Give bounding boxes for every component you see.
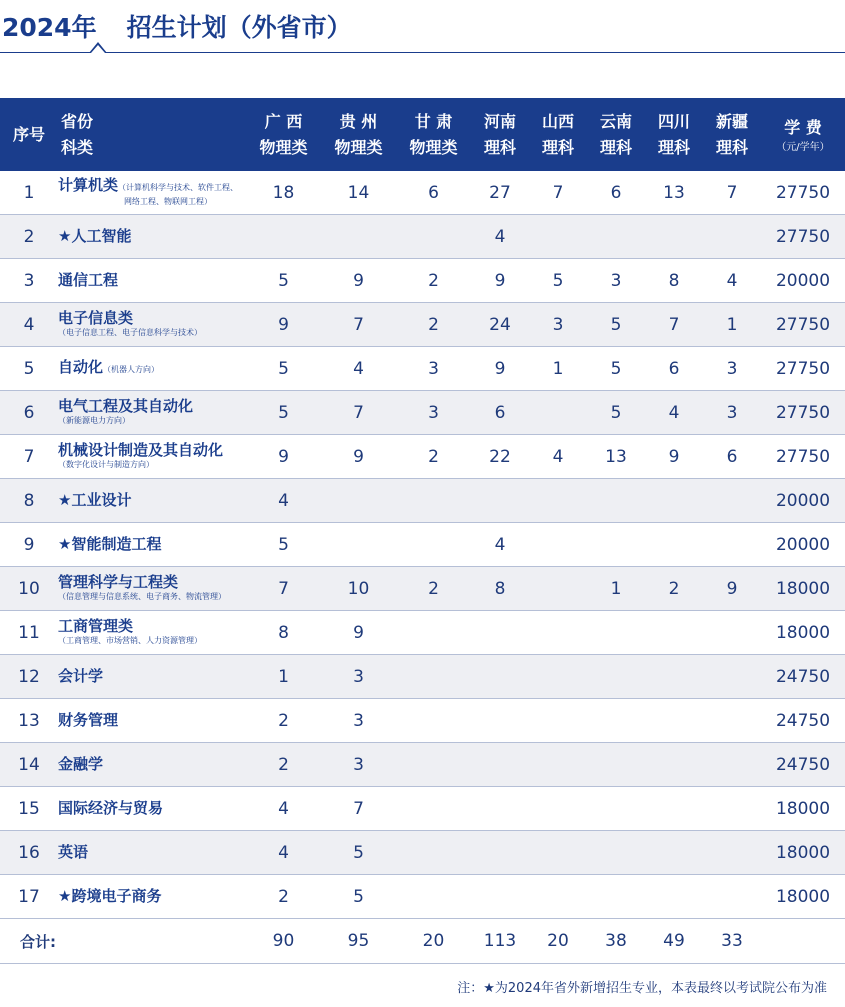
tuition-cell: 24750 [761, 699, 845, 743]
column-header-line2: （元/学年） [776, 141, 830, 153]
major-detail: （数字化设计与制造方向） [58, 460, 154, 469]
quota-cell [471, 699, 529, 743]
quota-cell [703, 611, 761, 655]
total-cell: 113 [471, 919, 529, 964]
quota-cell [471, 655, 529, 699]
quota-cell [645, 523, 703, 567]
quota-cell: 7 [321, 391, 396, 435]
major-name: 计算机类 [58, 176, 119, 194]
column-header [321, 98, 396, 171]
quota-cell: 22 [471, 435, 529, 479]
quota-cell: 4 [246, 787, 321, 831]
table-row [0, 831, 845, 875]
major-name: 管理科学与工程类 [58, 573, 179, 591]
quota-cell: 8 [246, 611, 321, 655]
major-name: 金融学 [58, 755, 104, 773]
column-header-line2: 理科 [599, 137, 632, 157]
tuition-cell: 18000 [761, 611, 845, 655]
quota-cell: 5 [246, 523, 321, 567]
quota-cell: 3 [321, 743, 396, 787]
quota-cell [703, 831, 761, 875]
quota-cell: 2 [396, 435, 471, 479]
row-number: 15 [0, 787, 58, 831]
quota-cell [645, 743, 703, 787]
tuition-cell: 27750 [761, 303, 845, 347]
table-row [0, 171, 845, 215]
quota-cell [321, 523, 396, 567]
quota-cell: 13 [587, 435, 645, 479]
quota-cell: 5 [529, 259, 587, 303]
quota-cell: 3 [587, 259, 645, 303]
quota-cell [396, 831, 471, 875]
column-header-line1: 序号 [12, 124, 45, 144]
tuition-cell: 27750 [761, 347, 845, 391]
row-number: 2 [0, 215, 58, 259]
quota-cell: 3 [396, 347, 471, 391]
quota-cell: 2 [246, 875, 321, 919]
major-name-cell [58, 523, 246, 567]
column-header-line1: 甘 肃 [414, 111, 453, 131]
quota-cell: 1 [529, 347, 587, 391]
tuition-cell: 24750 [761, 655, 845, 699]
quota-cell: 5 [321, 875, 396, 919]
quota-cell: 4 [471, 215, 529, 259]
quota-cell [246, 215, 321, 259]
total-row [0, 919, 845, 964]
column-header-line1: 贵 州 [339, 111, 378, 131]
quota-cell [321, 215, 396, 259]
quota-cell [645, 787, 703, 831]
quota-cell [529, 523, 587, 567]
quota-cell: 2 [396, 259, 471, 303]
table-row [0, 611, 845, 655]
quota-cell [703, 479, 761, 523]
column-header-line2: 科类 [61, 137, 94, 157]
table-row [0, 699, 845, 743]
column-header [761, 98, 845, 171]
quota-cell [529, 567, 587, 611]
quota-cell [396, 611, 471, 655]
quota-cell: 2 [396, 567, 471, 611]
quota-cell: 1 [587, 567, 645, 611]
quota-cell: 6 [645, 347, 703, 391]
quota-cell [471, 875, 529, 919]
quota-cell: 6 [703, 435, 761, 479]
quota-cell: 4 [471, 523, 529, 567]
major-name-cell [58, 699, 246, 743]
tuition-cell: 20000 [761, 523, 845, 567]
column-header [396, 98, 471, 171]
tuition-cell: 27750 [761, 215, 845, 259]
table-row [0, 567, 845, 611]
major-name: ★人工智能 [58, 227, 132, 245]
table-row [0, 215, 845, 259]
column-header [529, 98, 587, 171]
major-name: 自动化 [58, 358, 104, 376]
quota-cell [703, 215, 761, 259]
column-header-line2: 理科 [715, 137, 748, 157]
enrollment-plan-table [0, 98, 845, 964]
column-header-line2: 物理类 [409, 137, 458, 157]
major-name: 工商管理类 [58, 617, 134, 635]
quota-cell: 9 [471, 259, 529, 303]
quota-cell [703, 655, 761, 699]
table-row [0, 435, 845, 479]
quota-cell: 3 [321, 699, 396, 743]
table-header-row [0, 98, 845, 171]
table-row [0, 743, 845, 787]
quota-cell: 9 [645, 435, 703, 479]
quota-cell: 1 [246, 655, 321, 699]
quota-cell: 9 [321, 435, 396, 479]
quota-cell [471, 743, 529, 787]
major-name-cell [58, 479, 246, 523]
column-header [703, 98, 761, 171]
quota-cell [529, 611, 587, 655]
major-name-cell [58, 611, 246, 655]
row-number: 11 [0, 611, 58, 655]
quota-cell [396, 743, 471, 787]
quota-cell: 7 [321, 303, 396, 347]
tuition-cell: 20000 [761, 259, 845, 303]
quota-cell: 7 [703, 171, 761, 215]
row-number: 9 [0, 523, 58, 567]
major-subtitle: （计算机科学与技术、软件工程、 [118, 183, 239, 192]
column-header-line2: 物理类 [259, 137, 308, 157]
major-name: 电子信息类 [58, 309, 134, 327]
row-number: 16 [0, 831, 58, 875]
quota-cell: 3 [703, 347, 761, 391]
major-name-cell [58, 567, 246, 611]
column-header-line2: 理科 [483, 137, 516, 157]
quota-cell: 5 [321, 831, 396, 875]
quota-cell: 4 [529, 435, 587, 479]
quota-cell [703, 699, 761, 743]
quota-cell [645, 655, 703, 699]
quota-cell [587, 743, 645, 787]
quota-cell [471, 611, 529, 655]
table-row [0, 303, 845, 347]
quota-cell: 4 [321, 347, 396, 391]
column-header-line1: 云南 [599, 111, 632, 131]
quota-cell: 9 [703, 567, 761, 611]
tuition-cell: 27750 [761, 435, 845, 479]
quota-cell [529, 655, 587, 699]
major-detail: （工商管理、市场营销、人力资源管理） [58, 636, 202, 645]
major-name-cell [58, 215, 246, 259]
quota-cell: 7 [246, 567, 321, 611]
quota-cell: 4 [645, 391, 703, 435]
major-name-cell [58, 171, 246, 215]
quota-cell [645, 875, 703, 919]
quota-cell [587, 215, 645, 259]
quota-cell: 5 [587, 303, 645, 347]
major-name: 国际经济与贸易 [58, 799, 164, 817]
quota-cell: 5 [246, 391, 321, 435]
quota-cell [396, 655, 471, 699]
major-detail: （电子信息工程、电子信息科学与技术） [58, 328, 202, 337]
quota-cell [587, 655, 645, 699]
quota-cell: 3 [396, 391, 471, 435]
major-name: 会计学 [58, 667, 104, 685]
quota-cell: 9 [321, 259, 396, 303]
tuition-cell: 18000 [761, 875, 845, 919]
quota-cell [529, 831, 587, 875]
major-name-cell [58, 831, 246, 875]
column-header-line1: 山西 [541, 111, 574, 131]
quota-cell [703, 743, 761, 787]
row-number: 17 [0, 875, 58, 919]
column-header-line2: 理科 [657, 137, 690, 157]
column-header [645, 98, 703, 171]
quota-cell: 24 [471, 303, 529, 347]
quota-cell: 6 [471, 391, 529, 435]
total-fee-empty [761, 919, 845, 964]
row-number: 3 [0, 259, 58, 303]
quota-cell: 6 [587, 171, 645, 215]
title-divider [0, 52, 845, 53]
quota-cell: 3 [321, 655, 396, 699]
quota-cell: 9 [471, 347, 529, 391]
quota-cell: 14 [321, 171, 396, 215]
quota-cell: 27 [471, 171, 529, 215]
quota-cell: 5 [587, 347, 645, 391]
footnote: 注：★为2024年省外新增招生专业，本表最终以考试院公布为准 [457, 981, 827, 996]
quota-cell: 6 [396, 171, 471, 215]
tuition-cell: 18000 [761, 567, 845, 611]
quota-cell [471, 831, 529, 875]
major-name: ★智能制造工程 [58, 535, 162, 553]
quota-cell [703, 787, 761, 831]
quota-cell [396, 523, 471, 567]
quota-cell: 9 [246, 435, 321, 479]
major-name: 财务管理 [58, 711, 119, 729]
page-title [2, 8, 352, 44]
quota-cell [529, 787, 587, 831]
quota-cell: 8 [471, 567, 529, 611]
table-row [0, 523, 845, 567]
row-number: 7 [0, 435, 58, 479]
quota-cell [587, 787, 645, 831]
major-name: 英语 [58, 843, 89, 861]
tuition-cell: 18000 [761, 831, 845, 875]
quota-cell: 9 [321, 611, 396, 655]
column-header [0, 98, 58, 171]
major-subtitle: （机器人方向） [103, 365, 160, 374]
tuition-cell: 18000 [761, 787, 845, 831]
quota-cell: 7 [645, 303, 703, 347]
quota-cell [587, 699, 645, 743]
tuition-cell: 24750 [761, 743, 845, 787]
quota-cell [396, 215, 471, 259]
column-header-line2: 理科 [541, 137, 574, 157]
quota-cell [471, 479, 529, 523]
major-name-cell [58, 875, 246, 919]
quota-cell [529, 743, 587, 787]
column-header-line1: 省份 [61, 111, 94, 131]
column-header-line2: 物理类 [334, 137, 383, 157]
quota-cell: 9 [246, 303, 321, 347]
quota-cell [703, 523, 761, 567]
quota-cell: 2 [645, 567, 703, 611]
title-text: 招生计划（外省市） [126, 13, 352, 42]
major-name-cell [58, 787, 246, 831]
quota-cell [529, 391, 587, 435]
quota-cell: 7 [321, 787, 396, 831]
quota-cell: 3 [703, 391, 761, 435]
column-header [587, 98, 645, 171]
quota-cell: 2 [246, 743, 321, 787]
column-header-line1: 学 费 [784, 117, 822, 137]
row-number: 1 [0, 171, 58, 215]
total-cell: 20 [529, 919, 587, 964]
quota-cell [587, 523, 645, 567]
row-number: 8 [0, 479, 58, 523]
quota-cell [587, 611, 645, 655]
major-name: ★跨境电子商务 [58, 887, 162, 905]
major-name-cell [58, 435, 246, 479]
total-cell: 38 [587, 919, 645, 964]
major-name: 通信工程 [58, 271, 119, 289]
row-number: 4 [0, 303, 58, 347]
major-detail: 网络工程、物联网工程） [124, 197, 212, 206]
quota-cell [529, 479, 587, 523]
tuition-cell: 20000 [761, 479, 845, 523]
quota-cell: 4 [246, 831, 321, 875]
column-header [58, 98, 246, 171]
quota-cell [396, 699, 471, 743]
major-name-cell [58, 391, 246, 435]
quota-cell [529, 215, 587, 259]
row-number: 14 [0, 743, 58, 787]
major-name-cell [58, 259, 246, 303]
quota-cell [645, 611, 703, 655]
quota-cell [587, 875, 645, 919]
quota-cell: 8 [645, 259, 703, 303]
quota-cell [529, 699, 587, 743]
quota-cell: 5 [246, 347, 321, 391]
quota-cell: 5 [587, 391, 645, 435]
quota-cell: 4 [703, 259, 761, 303]
quota-cell: 2 [396, 303, 471, 347]
table-row [0, 875, 845, 919]
table-row [0, 391, 845, 435]
row-number: 5 [0, 347, 58, 391]
table-row [0, 655, 845, 699]
major-name-cell [58, 347, 246, 391]
quota-cell [396, 787, 471, 831]
quota-cell: 5 [246, 259, 321, 303]
table-row [0, 347, 845, 391]
column-header-line1: 四川 [657, 111, 690, 131]
total-cell: 49 [645, 919, 703, 964]
major-name-cell [58, 303, 246, 347]
quota-cell: 13 [645, 171, 703, 215]
table-row [0, 479, 845, 523]
row-number: 12 [0, 655, 58, 699]
column-header-line1: 河南 [483, 111, 516, 131]
quota-cell: 4 [246, 479, 321, 523]
page-header [0, 0, 845, 58]
quota-cell [645, 215, 703, 259]
major-name: 机械设计制造及其自动化 [58, 441, 224, 459]
quota-cell [645, 479, 703, 523]
major-name-cell [58, 743, 246, 787]
quota-cell: 3 [529, 303, 587, 347]
quota-cell: 1 [703, 303, 761, 347]
row-number: 6 [0, 391, 58, 435]
tuition-cell: 27750 [761, 171, 845, 215]
major-name-cell [58, 655, 246, 699]
column-header [246, 98, 321, 171]
total-cell: 90 [246, 919, 321, 964]
major-detail: （信息管理与信息系统、电子商务、物流管理） [58, 592, 226, 601]
total-cell: 20 [396, 919, 471, 964]
major-name: 电气工程及其自动化 [58, 397, 194, 415]
quota-cell [396, 479, 471, 523]
title-year: 2024年 [2, 13, 97, 42]
quota-cell [321, 479, 396, 523]
quota-cell [396, 875, 471, 919]
quota-cell [529, 875, 587, 919]
row-number: 10 [0, 567, 58, 611]
quota-cell [703, 875, 761, 919]
table-row [0, 787, 845, 831]
quota-cell [645, 831, 703, 875]
quota-cell [587, 831, 645, 875]
row-number: 13 [0, 699, 58, 743]
column-header-line1: 广 西 [264, 111, 303, 131]
quota-cell: 10 [321, 567, 396, 611]
quota-cell [587, 479, 645, 523]
table-row [0, 259, 845, 303]
tuition-cell: 27750 [761, 391, 845, 435]
total-label: 合计: [0, 919, 246, 964]
column-header [471, 98, 529, 171]
quota-cell: 2 [246, 699, 321, 743]
quota-cell: 7 [529, 171, 587, 215]
total-cell: 95 [321, 919, 396, 964]
quota-cell [645, 699, 703, 743]
total-cell: 33 [703, 919, 761, 964]
major-name: ★工业设计 [58, 491, 132, 509]
column-header-line1: 新疆 [715, 111, 748, 131]
major-detail: （新能源电力方向） [58, 416, 130, 425]
quota-cell: 18 [246, 171, 321, 215]
quota-cell [471, 787, 529, 831]
